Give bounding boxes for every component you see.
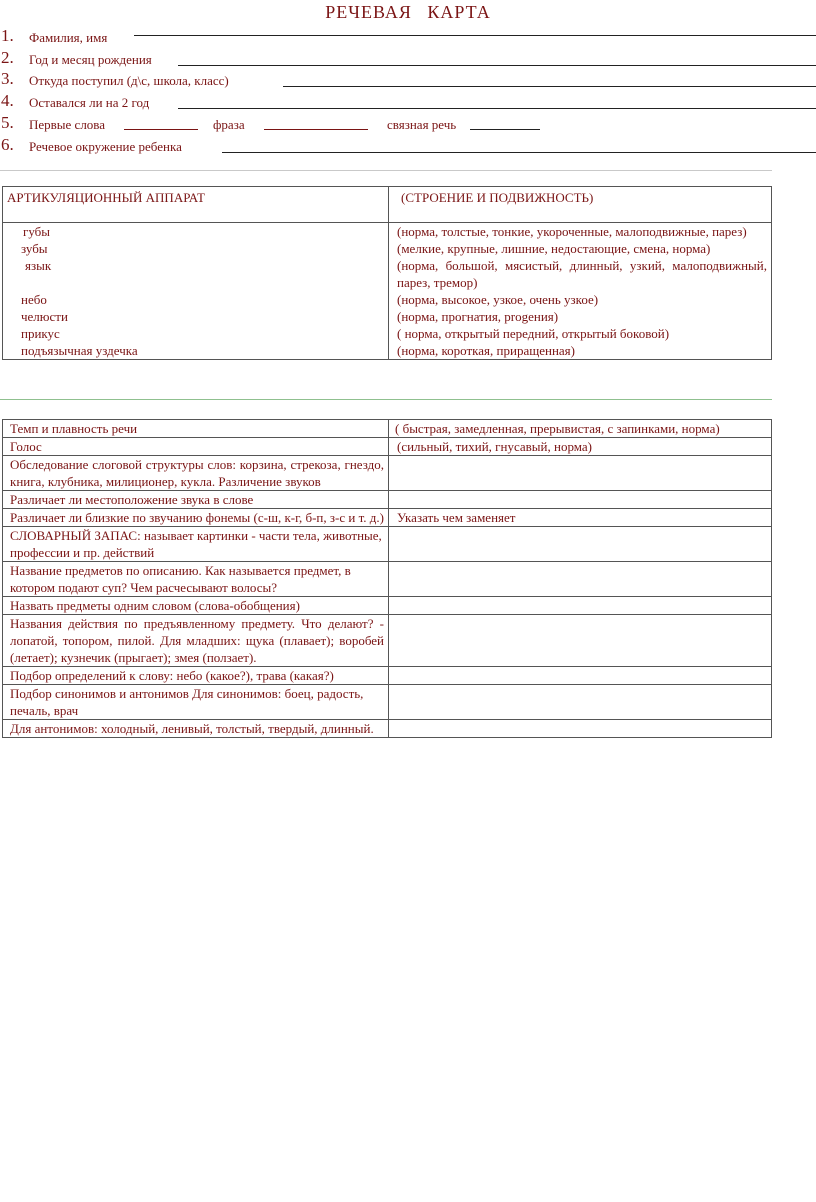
options-cell: (норма, прогнатия, progeния) <box>389 308 772 325</box>
field-number: 3. <box>1 69 14 88</box>
options-cell: (норма, толстые, тонкие, укороченные, малоподвижные, парез) <box>389 223 772 241</box>
fill-line[interactable] <box>124 129 198 130</box>
header-cell: АРТИКУЛЯЦИОННЫЙ АППАРАТ <box>3 187 389 223</box>
fill-line[interactable] <box>222 152 816 153</box>
result-cell[interactable]: ( быстрая, замедленная, прерывистая, с запинками, норма) <box>389 420 772 438</box>
section-divider <box>0 399 772 400</box>
field-label: Речевое окружение ребенка <box>29 139 182 154</box>
table-row <box>3 420 772 438</box>
table-row <box>3 720 772 738</box>
table-row <box>3 509 772 527</box>
options-cell: ( норма, открытый передний, открытый боковой) <box>389 325 772 342</box>
table-row <box>3 615 772 667</box>
field-label: Откуда поступил (д\с, школа, класс) <box>29 73 229 88</box>
table-row <box>3 291 772 308</box>
result-cell[interactable] <box>389 720 772 738</box>
table-row <box>3 527 772 562</box>
result-cell[interactable]: (сильный, тихий, гнусавый, норма) <box>389 438 772 456</box>
field-number: 4. <box>1 91 14 110</box>
field-number: 2. <box>1 48 14 67</box>
table-row <box>3 685 772 720</box>
field-environment <box>0 135 816 157</box>
table-row <box>3 491 772 509</box>
options-cell: (мелкие, крупные, лишние, недостающие, смена, норма) <box>389 240 772 257</box>
organ-cell: небо <box>3 291 389 308</box>
organ-cell: челюсти <box>3 308 389 325</box>
item-cell: Голос <box>3 438 389 456</box>
item-cell: Для антонимов: холодный, ленивый, толстый, твердый, длинный. <box>3 720 389 738</box>
table-row <box>3 342 772 360</box>
result-cell[interactable] <box>389 491 772 509</box>
item-cell: Названия действия по предъявленному предмету. Что делают? - лопатой, топором, пилой. Для младших: щука (плавает); воробей (летает); кузнечик (прыгает); змея (ползает). <box>3 615 389 667</box>
table-row <box>3 562 772 597</box>
table-row <box>3 257 772 291</box>
table-row <box>3 308 772 325</box>
field-name <box>0 26 816 48</box>
organ-cell: зубы <box>3 240 389 257</box>
options-cell: (норма, большой, мясистый, длинный, узкий, малоподвижный, парез, тремор) <box>389 257 772 291</box>
item-cell: Темп и плавность речи <box>3 420 389 438</box>
field-label: Оставался ли на 2 год <box>29 95 150 110</box>
field-label: Фамилия, имя <box>29 30 108 45</box>
field-first-words <box>0 113 816 135</box>
fill-line[interactable] <box>134 35 816 36</box>
organ-cell: прикус <box>3 325 389 342</box>
fill-line[interactable] <box>264 129 368 130</box>
result-cell[interactable] <box>389 562 772 597</box>
field-birth <box>0 48 816 70</box>
fill-line[interactable] <box>283 86 816 87</box>
result-cell[interactable] <box>389 456 772 491</box>
item-cell: Обследование слоговой структуры слов: корзина, стрекоза, гнездо, книга, клубника, милиционер, кукла. Различение звуков <box>3 456 389 491</box>
table-row <box>3 223 772 241</box>
field-label: Год и месяц рождения <box>29 52 152 67</box>
item-cell: Название предметов по описанию. Как называется предмет, в котором подают суп? Чем расчесывают волосы? <box>3 562 389 597</box>
field-number: 1. <box>1 26 14 45</box>
page-title: РЕЧЕВАЯ КАРТА <box>325 2 491 22</box>
table-row <box>3 456 772 491</box>
table-row <box>3 667 772 685</box>
field-origin <box>0 69 816 91</box>
item-cell: Различает ли местоположение звука в слове <box>3 491 389 509</box>
result-cell[interactable] <box>389 667 772 685</box>
item-cell: Различает ли близкие по звучанию фонемы (с-ш, к-г, б-п, з-с и т. д.) <box>3 509 389 527</box>
table-row <box>3 438 772 456</box>
fill-line[interactable] <box>178 65 816 66</box>
field-label-phrase: фраза <box>213 117 245 132</box>
organ-cell: язык <box>3 257 389 291</box>
item-cell: СЛОВАРНЫЙ ЗАПАС: называет картинки - части тела, животные, профессии и пр. действий <box>3 527 389 562</box>
articulation-table <box>2 186 772 360</box>
item-cell: Подбор синонимов и антонимов Для синонимов: боец, радость, печаль, врач <box>3 685 389 720</box>
result-cell[interactable]: Указать чем заменяет <box>389 509 772 527</box>
table-header-row <box>3 187 772 223</box>
field-label-coherent: связная речь <box>387 117 457 132</box>
fill-line[interactable] <box>178 108 816 109</box>
header-cell: (СТРОЕНИЕ И ПОДВИЖНОСТЬ) <box>389 187 772 223</box>
item-cell: Назвать предметы одним словом (слова-обобщения) <box>3 597 389 615</box>
fill-line[interactable] <box>470 129 540 130</box>
result-cell[interactable] <box>389 685 772 720</box>
speech-table <box>2 419 772 738</box>
item-cell: Подбор определений к слову: небо (какое?), трава (какая?) <box>3 667 389 685</box>
options-cell: (норма, короткая, приращенная) <box>389 342 772 360</box>
field-number: 6. <box>1 135 14 154</box>
result-cell[interactable] <box>389 597 772 615</box>
result-cell[interactable] <box>389 615 772 667</box>
section-divider <box>0 170 772 171</box>
organ-cell: подъязычная уздечка <box>3 342 389 360</box>
table-row <box>3 325 772 342</box>
organ-cell: губы <box>3 223 389 241</box>
table-row <box>3 597 772 615</box>
table-row <box>3 240 772 257</box>
field-label: Первые слова <box>29 117 106 132</box>
options-cell: (норма, высокое, узкое, очень узкое) <box>389 291 772 308</box>
field-number: 5. <box>1 113 14 132</box>
field-repeated-year <box>0 91 816 113</box>
result-cell[interactable] <box>389 527 772 562</box>
